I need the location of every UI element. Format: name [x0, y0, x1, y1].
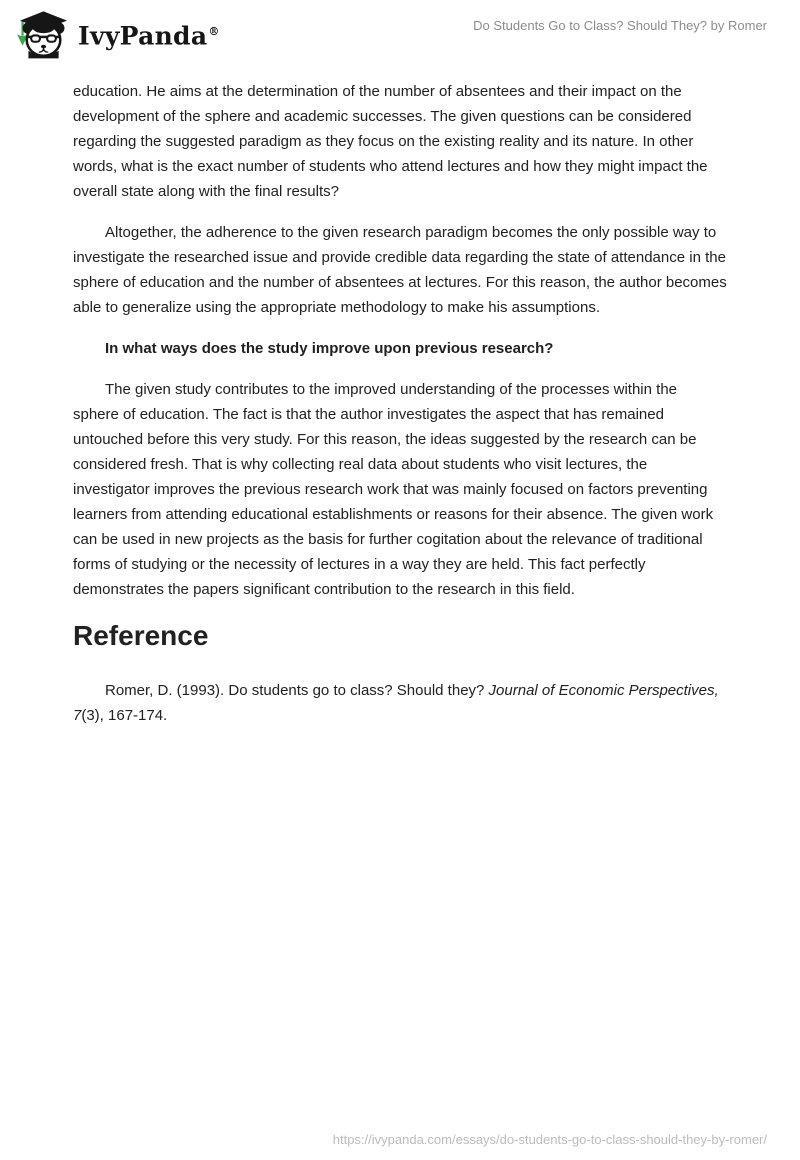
brand [15, 7, 220, 61]
citation-text: Romer, D. (1993). Do students go to class? Should they? [105, 682, 489, 699]
document-header-title: Do Students Go to Class? Should They? by Romer [473, 18, 767, 33]
essay-paragraph: Altogether, the adherence to the given research paradigm becomes the only possible way to investigate the researched issue and provide credible data regarding the state of attendance in the sphere of education and the number of absentees at lectures. For this reason, the author becomes able to generalize using the appropriate methodology to make his assumptions. [73, 224, 727, 316]
registered-trademark: ® [208, 25, 220, 38]
page-header [0, 0, 800, 62]
panda-graduate-logo-icon [15, 9, 67, 59]
brand-name: IvyPanda® [78, 21, 220, 51]
essay-body [0, 62, 800, 728]
source-url: https://ivypanda.com/essays/do-students-go-to-class-should-they-by-romer/ [332, 1132, 767, 1147]
essay-paragraph: education. He aims at the determination of the number of absentees and their impact on the development of the sphere and academic successes. The given questions can be considered regarding the suggested paradigm as they focus on the existing reality and its nature. In other words, what is the exact number of students who attend lectures and how they might impact the overall state along with the final results? [73, 83, 708, 200]
reference-citation [73, 678, 727, 728]
question-heading: In what ways does the study improve upon previous research? [105, 340, 554, 357]
essay-paragraph: The given study contributes to the improved understanding of the processes within the sphere of education. The fact is that the author investigates the aspect that has remained untouched before this very study. For this reason, the ideas suggested by the research can be considered fresh. That is why collecting real data about students who visit lectures, the investigator improves the previous research work that was mainly focused on factors preventing learners from attending educational establishments or reasons for their absence. The given work can be used in new projects as the basis for further cogitation about the relevance of traditional forms of studying or the necessity of lectures in a way they are held. This fact perfectly demonstrates the papers significant contribution to the research in this field. [73, 381, 714, 598]
citation-issue-pages: (3), 167-174. [81, 707, 168, 724]
citation-journal-italic: Journal of Economic Perspectives, 7 [73, 682, 719, 724]
reference-heading: Reference [73, 620, 209, 651]
